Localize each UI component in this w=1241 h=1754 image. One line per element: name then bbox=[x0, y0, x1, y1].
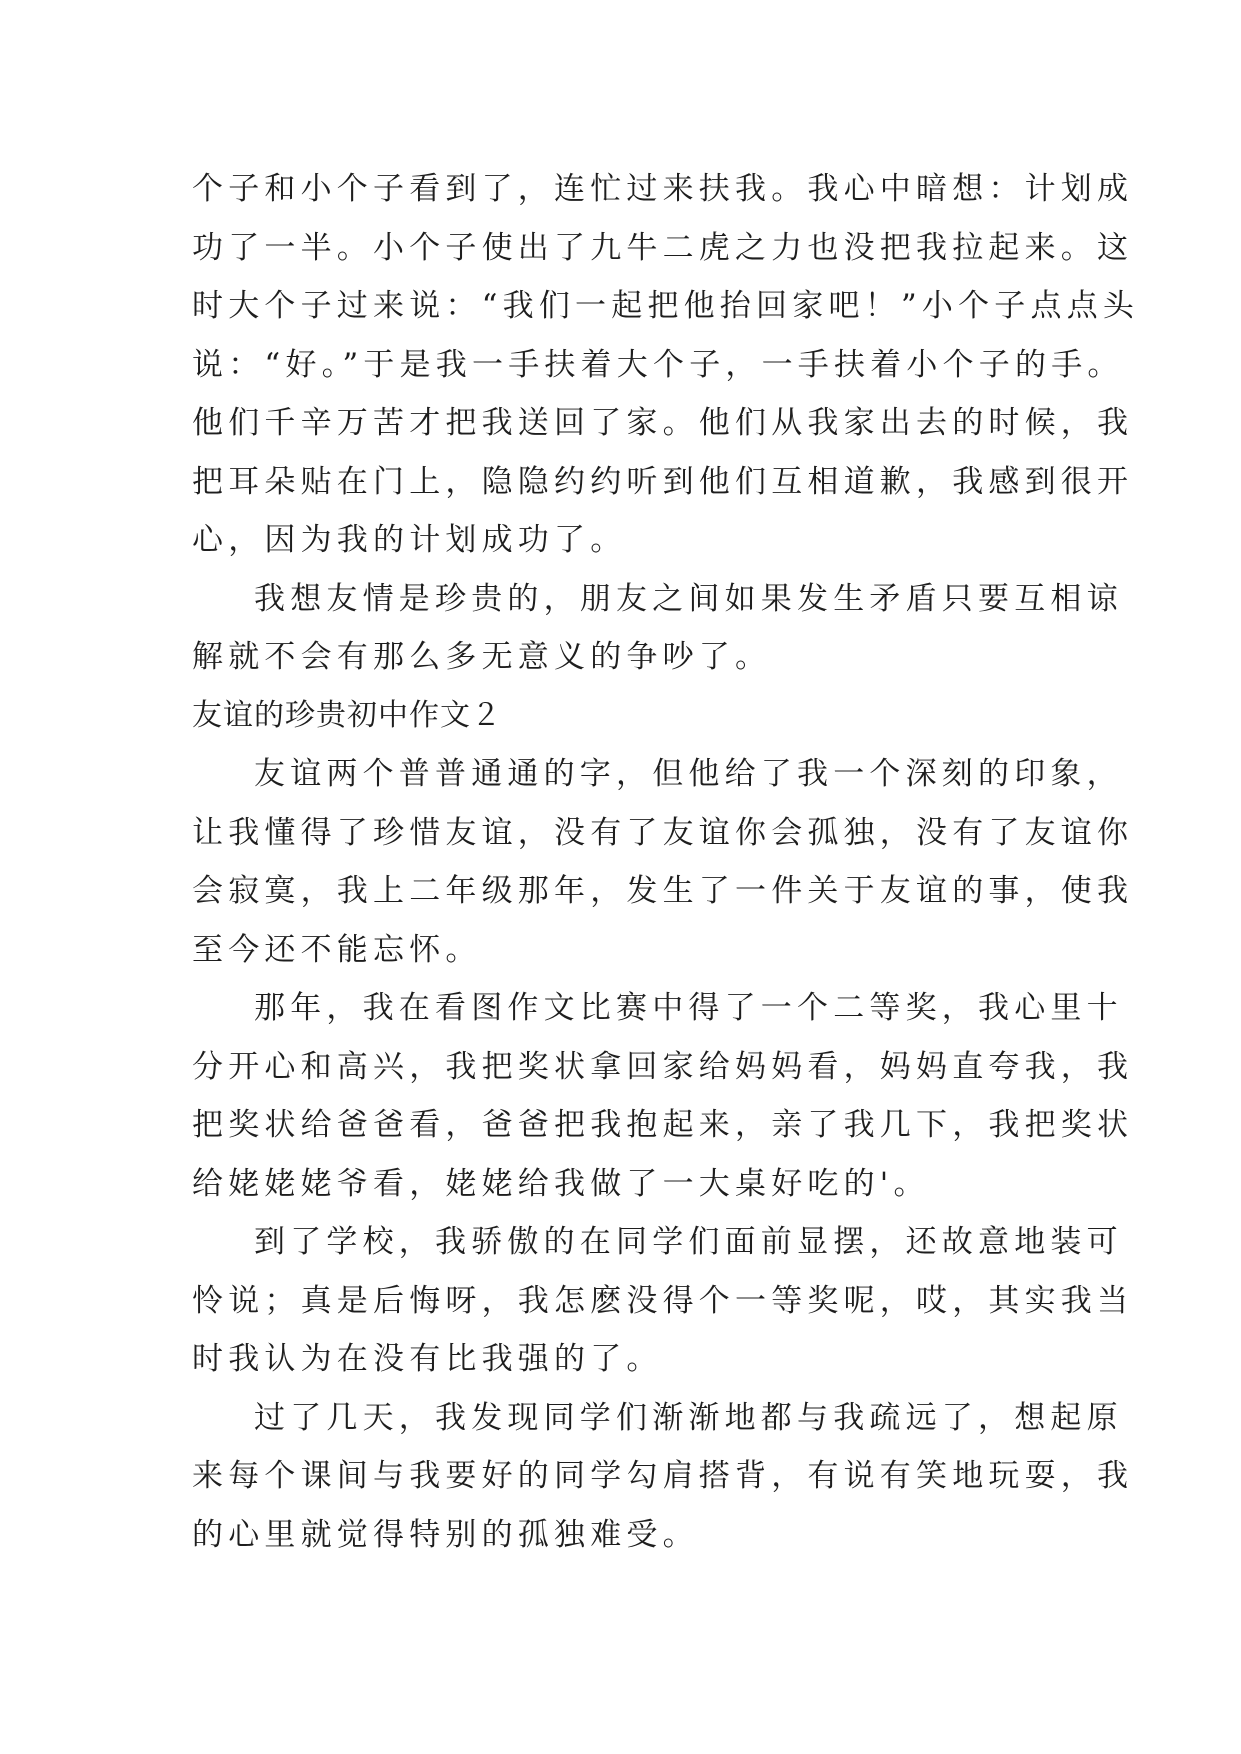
text-line: 把耳朵贴在门上，隐隐约约听到他们互相道歉，我感到很开 bbox=[192, 463, 1134, 500]
text-line: 分开心和高兴，我把奖状拿回家给妈妈看，妈妈直夸我，我 bbox=[192, 1048, 1134, 1085]
text-line: 说：“好。”于是我一手扶着大个子，一手扶着小个子的手。 bbox=[192, 346, 1124, 383]
text-line: 把奖状给爸爸看，爸爸把我抱起来，亲了我几下，我把奖状 bbox=[192, 1107, 1134, 1143]
text-line: 个子和小个子看到了，连忙过来扶我。我心中暗想：计划成 bbox=[192, 171, 1134, 207]
text-line: 至今还不能忘怀。 bbox=[192, 931, 482, 968]
text-line: 那年，我在看图作文比赛中得了一个二等奖，我心里十 bbox=[254, 990, 1123, 1026]
text-line: 我想友情是珍贵的，朋友之间如果发生矛盾只要互相谅 bbox=[254, 580, 1123, 617]
paragraph-4 bbox=[192, 979, 1134, 1213]
text-line: 心，因为我的计划成功了。 bbox=[192, 522, 627, 558]
text-line: 的心里就觉得特别的孤独难受。 bbox=[192, 1516, 699, 1553]
paragraph-6 bbox=[192, 1389, 1134, 1565]
section-heading: 友谊的珍贵初中作文２ bbox=[192, 697, 502, 733]
text-line: 时我认为在没有比我强的了。 bbox=[192, 1341, 663, 1377]
text-line: 解就不会有那么多无意义的争吵了。 bbox=[192, 639, 772, 675]
paragraph-1 bbox=[192, 160, 1140, 570]
text-line: 他们千辛万苦才把我送回了家。他们从我家出去的时候，我 bbox=[192, 405, 1134, 441]
text-line: 来每个课间与我要好的同学勾肩搭背，有说有笑地玩耍，我 bbox=[192, 1458, 1134, 1494]
paragraph-2 bbox=[192, 570, 1123, 687]
text-line: 给姥姥姥爷看，姥姥给我做了一大桌好吃的'。 bbox=[192, 1165, 930, 1202]
text-line: 会寂寞，我上二年级那年，发生了一件关于友谊的事，使我 bbox=[192, 873, 1134, 909]
text-line: 过了几天，我发现同学们渐渐地都与我疏远了，想起原 bbox=[254, 1399, 1123, 1436]
text-line: 功了一半。小个子使出了九牛二虎之力也没把我拉起来。这 bbox=[192, 229, 1134, 266]
text-line: 友谊两个普普通通的字，但他给了我一个深刻的印象， bbox=[254, 756, 1123, 792]
text-line: 让我懂得了珍惜友谊，没有了友谊你会孤独，没有了友谊你 bbox=[192, 814, 1134, 851]
document-body bbox=[192, 160, 1140, 1564]
text-line: 到了学校，我骄傲的在同学们面前显摆，还故意地装可 bbox=[254, 1224, 1123, 1260]
paragraph-5 bbox=[192, 1213, 1134, 1389]
paragraph-3 bbox=[192, 745, 1134, 979]
text-line: 怜说；真是后悔呀，我怎麽没得个一等奖呢，哎，其实我当 bbox=[192, 1282, 1134, 1319]
text-line: 时大个子过来说：“我们一起把他抬回家吧！”小个子点点头 bbox=[192, 288, 1140, 324]
